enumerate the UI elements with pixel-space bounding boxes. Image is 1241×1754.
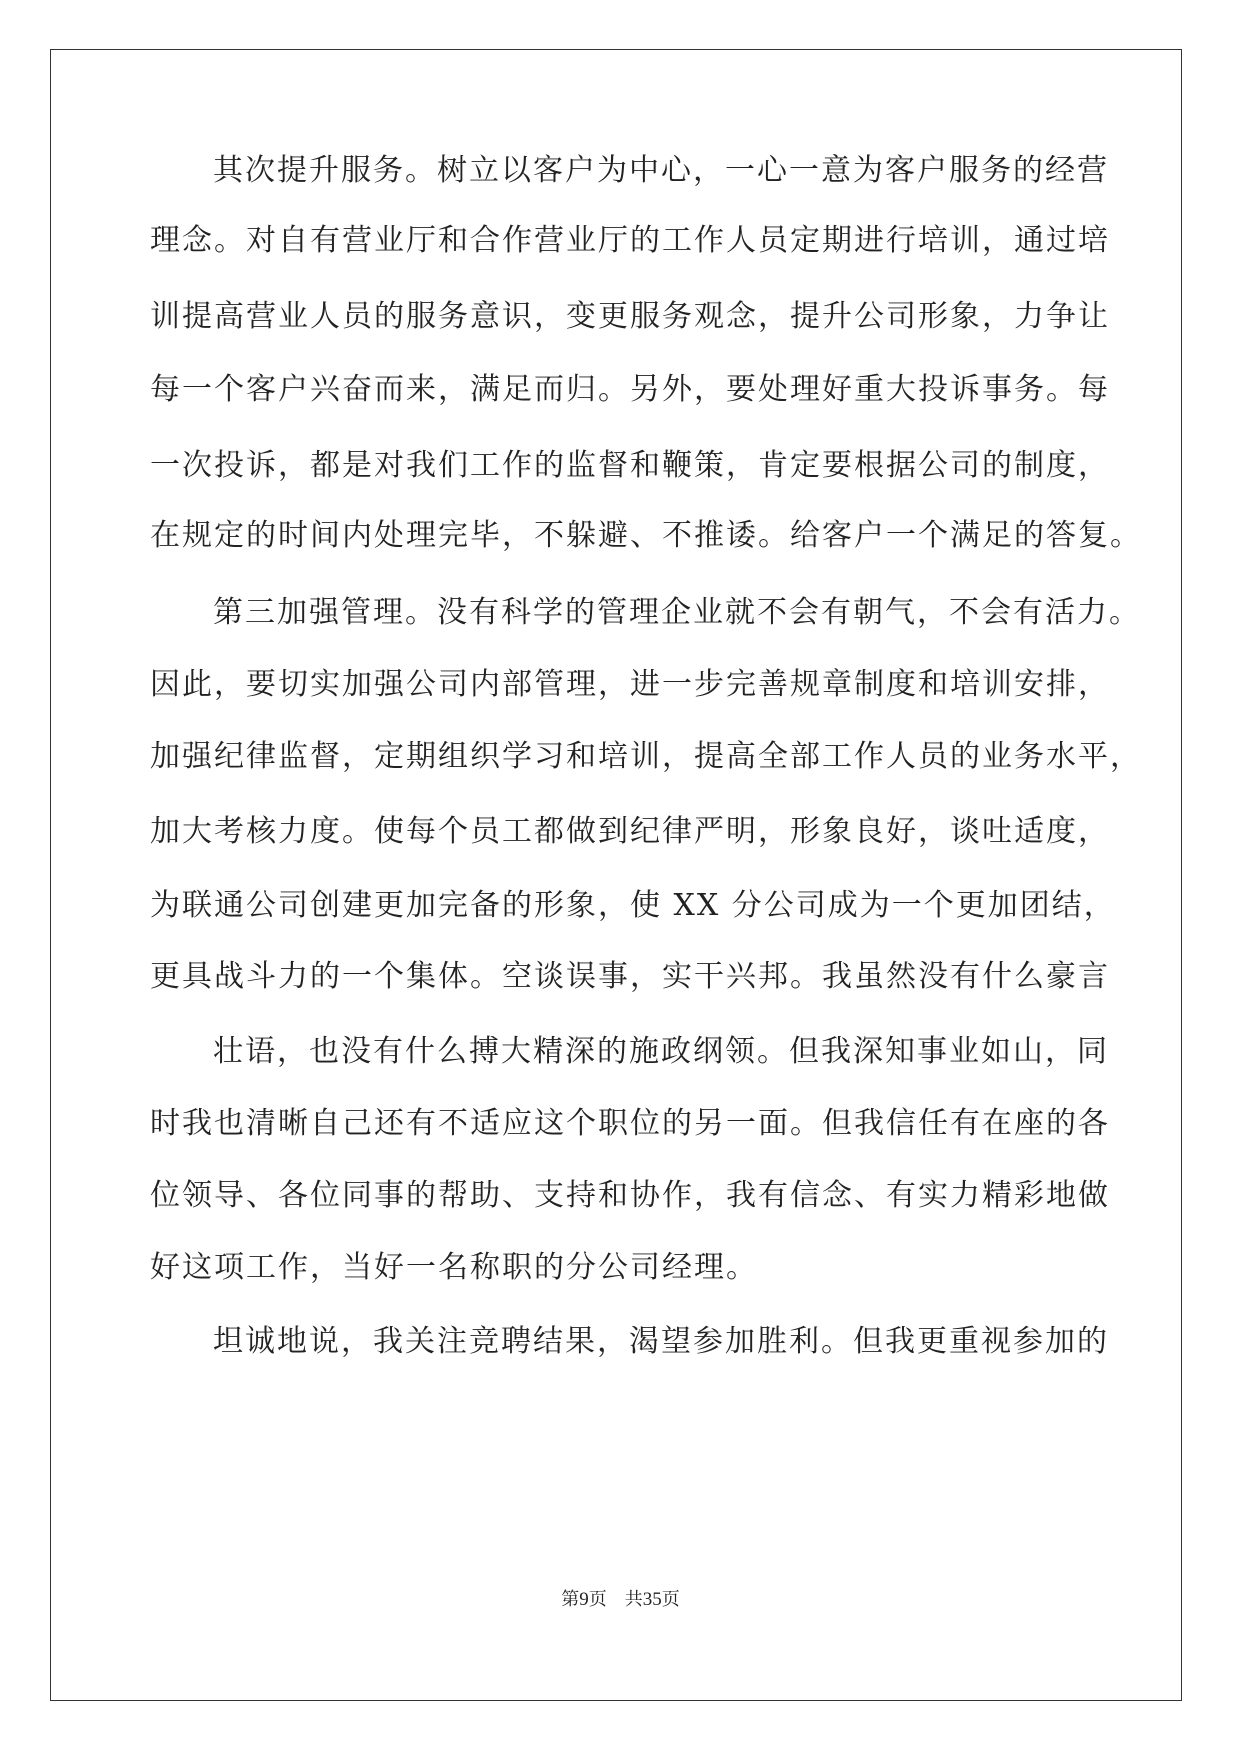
text-line: 坦诚地说，我关注竞聘结果，渴望参加胜利。但我更重视参加的 [213,1324,1109,1359]
footer-prefix: 第 [561,1589,580,1609]
text-line: 其次提升服务。树立以客户为中心，一心一意为客户服务的经营 [213,153,1109,188]
page-footer [0,1585,1241,1611]
text-line: 为联通公司创建更加完备的形象，使 XX 分公司成为一个更加团结， [150,888,1116,923]
text-line: 在规定的时间内处理完毕，不躲避、不推诿。给客户一个满足的答复。 [150,518,1142,553]
current-page-number: 9 [579,1589,589,1610]
text-line: 位领导、各位同事的帮助、支持和协作，我有信念、有实力精彩地做 [150,1178,1110,1213]
text-line: 每一个客户兴奋而来，满足而归。另外，要处理好重大投诉事务。每 [150,372,1110,407]
text-line: 好这项工作，当好一名称职的分公司经理。 [150,1250,758,1285]
text-line: 因此，要切实加强公司内部管理，进一步完善规章制度和培训安排， [150,667,1110,702]
text-line: 一次投诉，都是对我们工作的监督和鞭策，肯定要根据公司的制度， [150,448,1110,483]
text-line: 第三加强管理。没有科学的管理企业就不会有朝气，不会有活力。 [213,595,1141,630]
text-line: 理念。对自有营业厅和合作营业厅的工作人员定期进行培训，通过培 [150,223,1110,258]
text-line: 壮语，也没有什么搏大精深的施政纲领。但我深知事业如山，同 [213,1034,1109,1069]
footer-suffix: 页 [661,1589,680,1609]
footer-middle: 页 共 [588,1589,643,1609]
text-line: 加强纪律监督，定期组织学习和培训，提高全部工作人员的业务水平， [150,739,1142,774]
total-page-count: 35 [642,1589,662,1610]
text-line: 更具战斗力的一个集体。空谈误事，实干兴邦。我虽然没有什么豪言 [150,959,1110,994]
text-line: 训提高营业人员的服务意识，变更服务观念，提升公司形象，力争让 [150,299,1110,334]
text-line: 时我也清晰自己还有不适应这个职位的另一面。但我信任有在座的各 [150,1106,1110,1141]
text-line: 加大考核力度。使每个员工都做到纪律严明，形象良好，谈吐适度， [150,814,1110,849]
